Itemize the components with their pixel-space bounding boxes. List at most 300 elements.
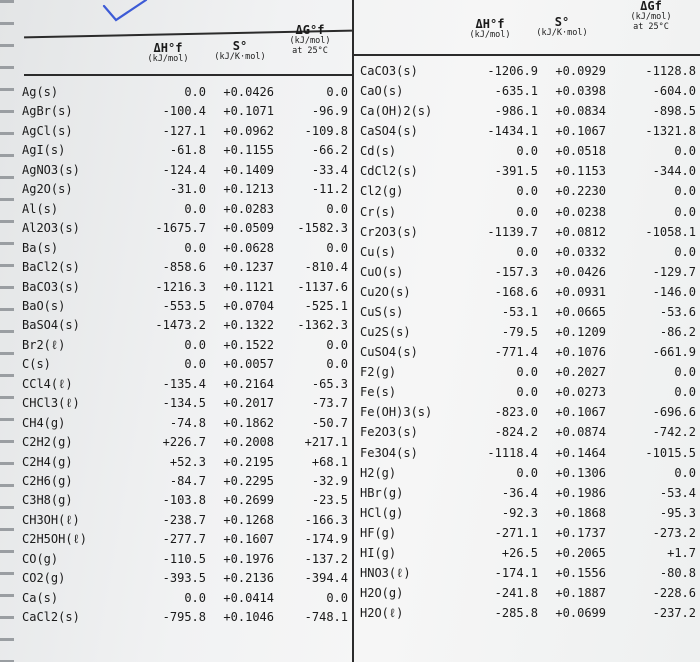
gibbs-value: 0.0: [674, 204, 696, 219]
entropy-value: +0.1121: [223, 279, 274, 294]
compound-name: Cr(s): [360, 204, 397, 219]
gibbs-value: -33.4: [311, 162, 348, 177]
gibbs-value: -394.4: [304, 571, 348, 586]
compound-name: CdCl2(s): [360, 164, 418, 179]
compound-name: CaSO4(s): [360, 124, 418, 139]
table-row: [360, 82, 700, 100]
compound-name: Al2O3(s): [22, 221, 80, 236]
enthalpy-value: -285.8: [494, 606, 538, 621]
table-row: [360, 524, 700, 542]
entropy-value: +0.1737: [555, 525, 606, 540]
table-row: [22, 355, 352, 373]
compound-name: CO(g): [22, 551, 59, 566]
enthalpy-value: -393.5: [162, 571, 206, 586]
enthalpy-value: -771.4: [494, 345, 538, 360]
gibbs-value: 0.0: [674, 244, 696, 259]
gibbs-value: -742.2: [652, 425, 696, 440]
compound-name: Ca(OH)2(s): [360, 104, 433, 119]
enthalpy-value: -823.0: [494, 405, 538, 420]
enthalpy-value: 0.0: [184, 337, 206, 352]
compound-name: CH3OH(ℓ): [22, 512, 80, 527]
compound-name: BaCl2(s): [22, 260, 80, 275]
column-divider: [352, 0, 354, 662]
compound-name: CaO(s): [360, 84, 404, 99]
enthalpy-value: -61.8: [169, 143, 206, 158]
enthalpy-value: -157.3: [494, 264, 538, 279]
table-row: [360, 263, 700, 281]
entropy-value: +0.0812: [555, 224, 606, 239]
entropy-value: +0.1306: [555, 465, 606, 480]
enthalpy-value: -174.1: [494, 566, 538, 580]
left-dg-header: [270, 24, 350, 56]
entropy-value: +0.1868: [555, 505, 606, 520]
gibbs-value: -50.7: [311, 415, 348, 430]
compound-name: CaCO3(s): [360, 64, 418, 78]
table-row: [360, 504, 700, 522]
gibbs-value: 0.0: [674, 365, 696, 380]
enthalpy-value: -1118.4: [487, 445, 538, 460]
compound-name: Br2(ℓ): [22, 337, 66, 352]
header-rule-bottom-left: [24, 74, 352, 76]
entropy-value: +0.0699: [555, 606, 606, 621]
entropy-value: +0.2164: [223, 376, 274, 391]
enthalpy-value: 0.0: [516, 365, 538, 380]
table-row: [22, 472, 352, 490]
entropy-value: +0.0962: [223, 123, 274, 138]
enthalpy-value: +26.5: [501, 545, 538, 560]
gibbs-value: -898.5: [652, 104, 696, 119]
compound-name: Cu2S(s): [360, 325, 411, 340]
s-symbol: S°: [554, 15, 570, 29]
table-row: [360, 102, 700, 120]
compound-name: C2H4(g): [22, 454, 73, 469]
enthalpy-value: -986.1: [494, 104, 538, 119]
entropy-value: +0.0273: [555, 385, 606, 400]
enthalpy-value: 0.0: [184, 85, 206, 99]
enthalpy-value: -241.8: [494, 586, 538, 601]
entropy-value: +0.0834: [555, 104, 606, 119]
enthalpy-value: -553.5: [162, 298, 206, 313]
enthalpy-value: -277.7: [162, 532, 206, 547]
compound-name: HF(g): [360, 525, 397, 540]
table-row: [22, 297, 352, 315]
compound-name: Al(s): [22, 201, 59, 216]
entropy-value: +0.0332: [555, 244, 606, 259]
enthalpy-value: -1206.9: [487, 64, 538, 78]
enthalpy-value: -1473.2: [155, 318, 206, 333]
enthalpy-value: -92.3: [501, 505, 538, 520]
enthalpy-value: -135.4: [162, 376, 206, 391]
compound-name: CuSO4(s): [360, 345, 418, 360]
entropy-value: +0.2230: [555, 184, 606, 199]
entropy-value: +0.0238: [555, 204, 606, 219]
table-row: [360, 283, 700, 301]
compound-name: Ag2O(s): [22, 182, 73, 197]
compound-name: CH4(g): [22, 415, 66, 430]
entropy-value: +0.0414: [223, 590, 274, 605]
compound-name: HCl(g): [360, 505, 404, 520]
table-row: [360, 122, 700, 140]
enthalpy-value: 0.0: [184, 201, 206, 216]
gibbs-value: -32.9: [311, 474, 348, 488]
entropy-value: +0.2195: [223, 454, 274, 469]
enthalpy-value: -238.7: [162, 512, 206, 527]
entropy-value: +0.1976: [223, 551, 274, 566]
compound-name: Fe2O3(s): [360, 425, 418, 440]
gibbs-value: -237.2: [652, 606, 696, 621]
entropy-value: +0.1556: [555, 566, 606, 580]
dg-symbol: ΔGf: [640, 0, 662, 13]
entropy-value: +0.1153: [555, 164, 606, 179]
table-row: [360, 323, 700, 341]
gibbs-value: 0.0: [326, 240, 348, 255]
table-row: [360, 584, 700, 602]
gibbs-value: 0.0: [326, 201, 348, 216]
entropy-value: +0.0509: [223, 221, 274, 236]
table-row: [22, 180, 352, 198]
compound-name: AgCl(s): [22, 123, 73, 138]
right-dh-header: [450, 18, 530, 41]
compound-name: Fe3O4(s): [360, 445, 418, 460]
compound-name: CO2(g): [22, 571, 66, 586]
entropy-value: +0.1155: [223, 143, 274, 158]
compound-name: F2(g): [360, 365, 397, 380]
entropy-value: +0.2699: [223, 493, 274, 508]
enthalpy-value: -824.2: [494, 425, 538, 440]
dg-note: at 25°C: [292, 45, 328, 56]
table-row: [22, 258, 352, 276]
compound-name: HI(g): [360, 545, 397, 560]
enthalpy-value: +52.3: [169, 454, 206, 469]
gibbs-value: 0.0: [674, 144, 696, 159]
table-row: [360, 484, 700, 502]
dh-unit: (kJ/mol): [147, 54, 189, 65]
compound-name: Cl2(g): [360, 184, 404, 199]
table-row: [22, 550, 352, 568]
gibbs-value: -344.0: [652, 164, 696, 179]
gibbs-value: -748.1: [304, 610, 348, 625]
enthalpy-value: -100.4: [162, 104, 206, 119]
table-row: [360, 243, 700, 261]
gibbs-value: -1362.3: [297, 318, 348, 333]
dh-unit: (kJ/mol): [469, 30, 511, 41]
gibbs-value: -1128.8: [645, 64, 696, 78]
gibbs-value: 0.0: [674, 465, 696, 480]
gibbs-value: -129.7: [652, 264, 696, 279]
compound-name: AgNO3(s): [22, 162, 80, 177]
entropy-value: +0.1409: [223, 162, 274, 177]
entropy-value: +0.0929: [555, 64, 606, 78]
table-row: [22, 336, 352, 354]
enthalpy-value: -391.5: [494, 164, 538, 179]
enthalpy-value: 0.0: [516, 385, 538, 400]
gibbs-value: -146.0: [652, 284, 696, 299]
gibbs-value: -137.2: [304, 551, 348, 566]
table-row: [22, 433, 352, 451]
gibbs-value: -1137.6: [297, 279, 348, 294]
gibbs-value: -65.3: [311, 376, 348, 391]
entropy-value: +0.1046: [223, 610, 274, 625]
enthalpy-value: -795.8: [162, 610, 206, 625]
enthalpy-value: -103.8: [162, 493, 206, 508]
enthalpy-value: 0.0: [184, 357, 206, 372]
table-row: [22, 530, 352, 548]
table-row: [360, 303, 700, 321]
gibbs-value: -53.6: [659, 304, 696, 319]
dg-unit: (kJ/mol): [289, 36, 331, 47]
dg-unit: (kJ/mol): [630, 12, 672, 23]
table-row: [22, 608, 352, 626]
gibbs-value: -109.8: [304, 123, 348, 138]
gibbs-value: -1321.8: [645, 124, 696, 139]
compound-name: C(s): [22, 357, 51, 372]
compound-name: C2H6(g): [22, 474, 73, 488]
entropy-value: +0.0518: [555, 144, 606, 159]
table-row: [360, 423, 700, 441]
compound-name: H2O(ℓ): [360, 606, 404, 621]
entropy-value: +0.0426: [223, 85, 274, 99]
gibbs-value: -166.3: [304, 512, 348, 527]
entropy-value: +0.0628: [223, 240, 274, 255]
compound-name: Cr2O3(s): [360, 224, 418, 239]
gibbs-value: -174.9: [304, 532, 348, 547]
gibbs-value: -228.6: [652, 586, 696, 601]
table-row: [22, 511, 352, 529]
entropy-value: +0.1268: [223, 512, 274, 527]
entropy-value: +0.1862: [223, 415, 274, 430]
enthalpy-value: -36.4: [501, 485, 538, 500]
gibbs-value: +1.7: [667, 545, 696, 560]
enthalpy-value: 0.0: [516, 244, 538, 259]
gibbs-value: 0.0: [674, 184, 696, 199]
table-row: [22, 375, 352, 393]
gibbs-value: 0.0: [326, 357, 348, 372]
table-row: [360, 203, 700, 221]
enthalpy-value: -110.5: [162, 551, 206, 566]
enthalpy-value: 0.0: [516, 144, 538, 159]
enthalpy-value: -84.7: [169, 474, 206, 488]
entropy-value: +0.0931: [555, 284, 606, 299]
compound-name: Fe(OH)3(s): [360, 405, 433, 420]
enthalpy-value: -1139.7: [487, 224, 538, 239]
dg-symbol: ΔG°f: [295, 23, 325, 37]
dg-note: at 25°C: [633, 21, 669, 32]
enthalpy-value: -31.0: [169, 182, 206, 197]
table-row: [22, 200, 352, 218]
table-row: [22, 316, 352, 334]
gibbs-value: -661.9: [652, 345, 696, 360]
compound-name: CaCl2(s): [22, 610, 80, 625]
entropy-value: +0.0057: [223, 357, 274, 372]
gibbs-value: -273.2: [652, 525, 696, 540]
compound-name: Ba(s): [22, 240, 59, 255]
gibbs-value: -96.9: [311, 104, 348, 119]
table-row: [360, 403, 700, 421]
left-dh-header: [128, 42, 208, 65]
table-row: [22, 161, 352, 179]
entropy-value: +0.1067: [555, 124, 606, 139]
table-row: [360, 223, 700, 241]
entropy-value: +0.2008: [223, 435, 274, 450]
gibbs-value: 0.0: [326, 85, 348, 99]
compound-name: AgBr(s): [22, 104, 73, 119]
gibbs-value: +217.1: [304, 435, 348, 450]
table-row: [22, 569, 352, 587]
entropy-value: +0.2027: [555, 365, 606, 380]
entropy-value: +0.1237: [223, 260, 274, 275]
enthalpy-value: -79.5: [501, 325, 538, 340]
dh-symbol: ΔH°f: [475, 17, 505, 31]
table-row: [360, 604, 700, 622]
dh-symbol: ΔH°f: [153, 41, 183, 55]
entropy-value: +0.1607: [223, 532, 274, 547]
table-row: [22, 453, 352, 471]
table-row: [360, 544, 700, 562]
compound-name: Fe(s): [360, 385, 397, 400]
compound-name: C2H5OH(ℓ): [22, 532, 87, 547]
entropy-value: +0.1067: [555, 405, 606, 420]
entropy-value: +0.1071: [223, 104, 274, 119]
enthalpy-value: -127.1: [162, 123, 206, 138]
entropy-value: +0.0874: [555, 425, 606, 440]
compound-name: Ca(s): [22, 590, 59, 605]
entropy-value: +0.1464: [555, 445, 606, 460]
compound-name: H2O(g): [360, 586, 404, 601]
compound-name: HBr(g): [360, 485, 404, 500]
compound-name: AgI(s): [22, 143, 66, 158]
compound-name: BaCO3(s): [22, 279, 80, 294]
table-row: [360, 62, 700, 80]
entropy-value: +0.1322: [223, 318, 274, 333]
gibbs-value: -604.0: [652, 84, 696, 99]
compound-name: C3H8(g): [22, 493, 73, 508]
compound-name: Cd(s): [360, 144, 397, 159]
enthalpy-value: -1434.1: [487, 124, 538, 139]
entropy-value: +0.1209: [555, 325, 606, 340]
entropy-value: +0.0398: [555, 84, 606, 99]
table-row: [22, 589, 352, 607]
enthalpy-value: -271.1: [494, 525, 538, 540]
gibbs-value: +68.1: [311, 454, 348, 469]
compound-name: Ag(s): [22, 85, 59, 99]
entropy-value: +0.1522: [223, 337, 274, 352]
gibbs-value: -11.2: [311, 182, 348, 197]
gibbs-value: -86.2: [659, 325, 696, 340]
table-row: [360, 182, 700, 200]
header-rule-bottom-right: [352, 54, 700, 56]
entropy-value: +0.1076: [555, 345, 606, 360]
entropy-value: +0.0704: [223, 298, 274, 313]
entropy-value: +0.2136: [223, 571, 274, 586]
table-row: [22, 122, 352, 140]
table-row: [360, 162, 700, 180]
compound-name: HNO3(ℓ): [360, 566, 411, 580]
table-row: [22, 414, 352, 432]
table-row: [22, 102, 352, 120]
checkmark-icon: [100, 0, 150, 24]
gibbs-value: -73.7: [311, 396, 348, 411]
enthalpy-value: 0.0: [516, 184, 538, 199]
compound-name: CCl4(ℓ): [22, 376, 73, 391]
gibbs-value: -95.3: [659, 505, 696, 520]
s-unit: (kJ/K·mol): [536, 28, 588, 39]
table-row: [360, 363, 700, 381]
compound-name: CuS(s): [360, 304, 404, 319]
gibbs-value: -696.6: [652, 405, 696, 420]
entropy-value: +0.0426: [555, 264, 606, 279]
gibbs-value: -66.2: [311, 143, 348, 158]
gibbs-value: -53.4: [659, 485, 696, 500]
compound-name: CuO(s): [360, 264, 404, 279]
left-s-header: [200, 40, 280, 63]
compound-name: H2(g): [360, 465, 397, 480]
gibbs-value: 0.0: [326, 337, 348, 352]
notebook-spiral: [0, 0, 14, 662]
entropy-value: +0.1986: [555, 485, 606, 500]
s-unit: (kJ/K·mol): [214, 52, 266, 63]
gibbs-value: -1015.5: [645, 445, 696, 460]
compound-name: Cu(s): [360, 244, 397, 259]
enthalpy-value: -74.8: [169, 415, 206, 430]
entropy-value: +0.2017: [223, 396, 274, 411]
table-row: [22, 141, 352, 159]
compound-name: Cu2O(s): [360, 284, 411, 299]
table-row: [22, 239, 352, 257]
table-row: [360, 464, 700, 482]
gibbs-value: -1058.1: [645, 224, 696, 239]
enthalpy-value: -858.6: [162, 260, 206, 275]
right-dg-header: [606, 0, 696, 32]
compound-name: CHCl3(ℓ): [22, 396, 80, 411]
right-s-header: [522, 16, 602, 39]
enthalpy-value: -1216.3: [155, 279, 206, 294]
table-row: [22, 278, 352, 296]
table-row: [360, 142, 700, 160]
table-row: [22, 394, 352, 412]
table-row: [360, 383, 700, 401]
entropy-value: +0.1887: [555, 586, 606, 601]
enthalpy-value: 0.0: [184, 590, 206, 605]
gibbs-value: 0.0: [674, 385, 696, 400]
gibbs-value: -810.4: [304, 260, 348, 275]
entropy-value: +0.2065: [555, 545, 606, 560]
s-symbol: S°: [232, 39, 248, 53]
table-row: [22, 219, 352, 237]
gibbs-value: -23.5: [311, 493, 348, 508]
enthalpy-value: -134.5: [162, 396, 206, 411]
compound-name: BaSO4(s): [22, 318, 80, 333]
enthalpy-value: 0.0: [184, 240, 206, 255]
table-row: [22, 83, 352, 101]
enthalpy-value: -53.1: [501, 304, 538, 319]
gibbs-value: 0.0: [326, 590, 348, 605]
enthalpy-value: -168.6: [494, 284, 538, 299]
entropy-value: +0.2295: [223, 474, 274, 488]
gibbs-value: -525.1: [304, 298, 348, 313]
enthalpy-value: -635.1: [494, 84, 538, 99]
enthalpy-value: -1675.7: [155, 221, 206, 236]
entropy-value: +0.0665: [555, 304, 606, 319]
table-row: [360, 564, 700, 582]
enthalpy-value: 0.0: [516, 465, 538, 480]
entropy-value: +0.0283: [223, 201, 274, 216]
table-row: [22, 491, 352, 509]
gibbs-value: -1582.3: [297, 221, 348, 236]
compound-name: BaO(s): [22, 298, 66, 313]
table-row: [360, 444, 700, 462]
entropy-value: +0.1213: [223, 182, 274, 197]
table-row: [360, 343, 700, 361]
